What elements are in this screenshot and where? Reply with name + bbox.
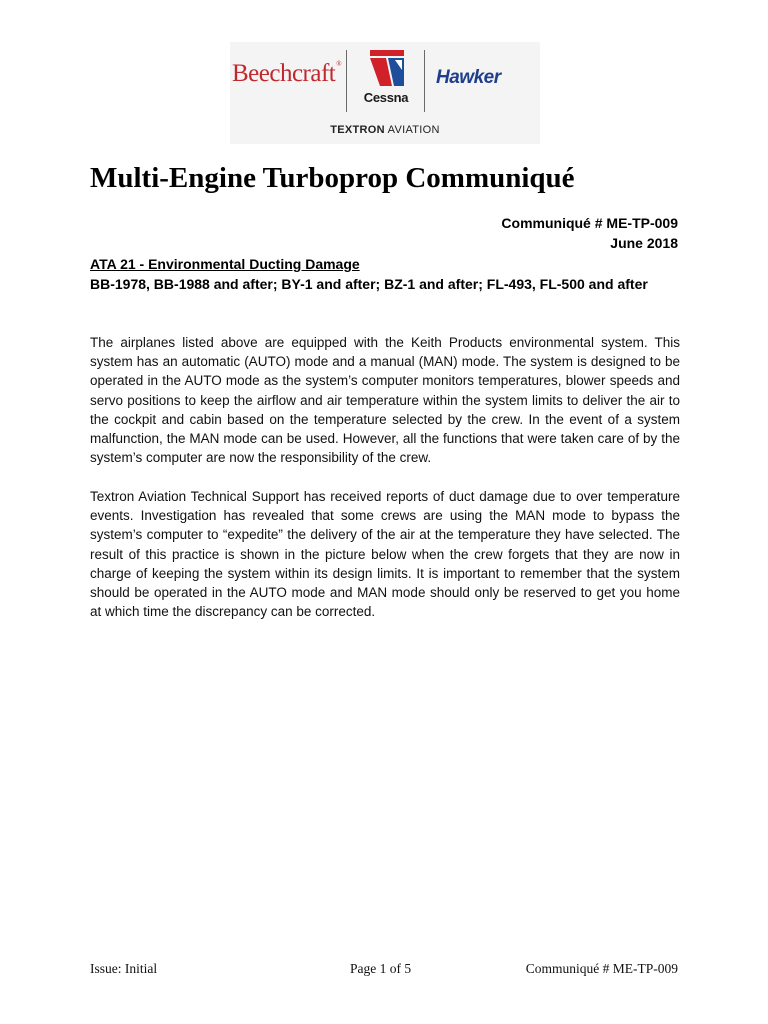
communique-number: Communiqué # ME-TP-009 — [501, 215, 678, 231]
hawker-logo: Hawker — [436, 67, 501, 88]
ata-heading: ATA 21 - Environmental Ducting Damage — [90, 256, 360, 272]
communique-date: June 2018 — [610, 235, 678, 251]
body-paragraph: Textron Aviation Technical Support has received reports of duct damage due to over temperature events. Investigation has revealed that some crews are using the MAN mode to bypass the system’s computer to “expedite” the delivery of the air at the temperature they have selected. The result of this practice is shown in the picture below when the crew forgets that they are now in charge of keeping the system within its design limits. It is important to remember that the system should be operated in the AUTO mode and MAN mode should only be reserved to get you home at which time the discrepancy can be corrected. — [90, 489, 680, 620]
logo-divider — [424, 50, 425, 112]
footer-page-number: Page 1 of 5 — [350, 961, 412, 976]
aviation-wordmark: AVIATION — [387, 124, 440, 136]
body-paragraph: The airplanes listed above are equipped with the Keith Products environmental system. This system has an automatic (AUTO) mode and a manual (MAN) mode. The system is designed to be operated in the AUTO mode as the system’s computer monitors temperatures, blower speeds and servo positions to keep the airflow and air temperature within the system limits to deliver the air to the cockpit and cabin based on the temperature selected by the crew. In the event of a system malfunction, the MAN mode can be used. However, all the functions that were taken care of by the system’s computer are now the responsibility of the crew. — [90, 335, 680, 466]
cessna-wordmark: Cessna — [363, 90, 409, 105]
beechcraft-logo — [232, 60, 342, 96]
textron-wordmark: TEXTRON — [330, 124, 385, 136]
footer-communique-number: Communiqué # ME-TP-009 — [525, 961, 678, 976]
serial-numbers: BB-1978, BB-1988 and after; BY-1 and after; BZ-1 and after; FL-493, FL-500 and after — [90, 276, 648, 292]
beechcraft-wordmark: Beechcraft — [232, 60, 336, 87]
footer-issue: Issue: Initial — [90, 961, 158, 976]
cessna-logo-icon — [368, 48, 406, 88]
logo-divider — [346, 50, 347, 112]
registered-mark: ® — [336, 60, 342, 68]
document-title: Multi-Engine Turboprop Communiqué — [90, 162, 575, 194]
textron-aviation-logo — [310, 124, 460, 136]
